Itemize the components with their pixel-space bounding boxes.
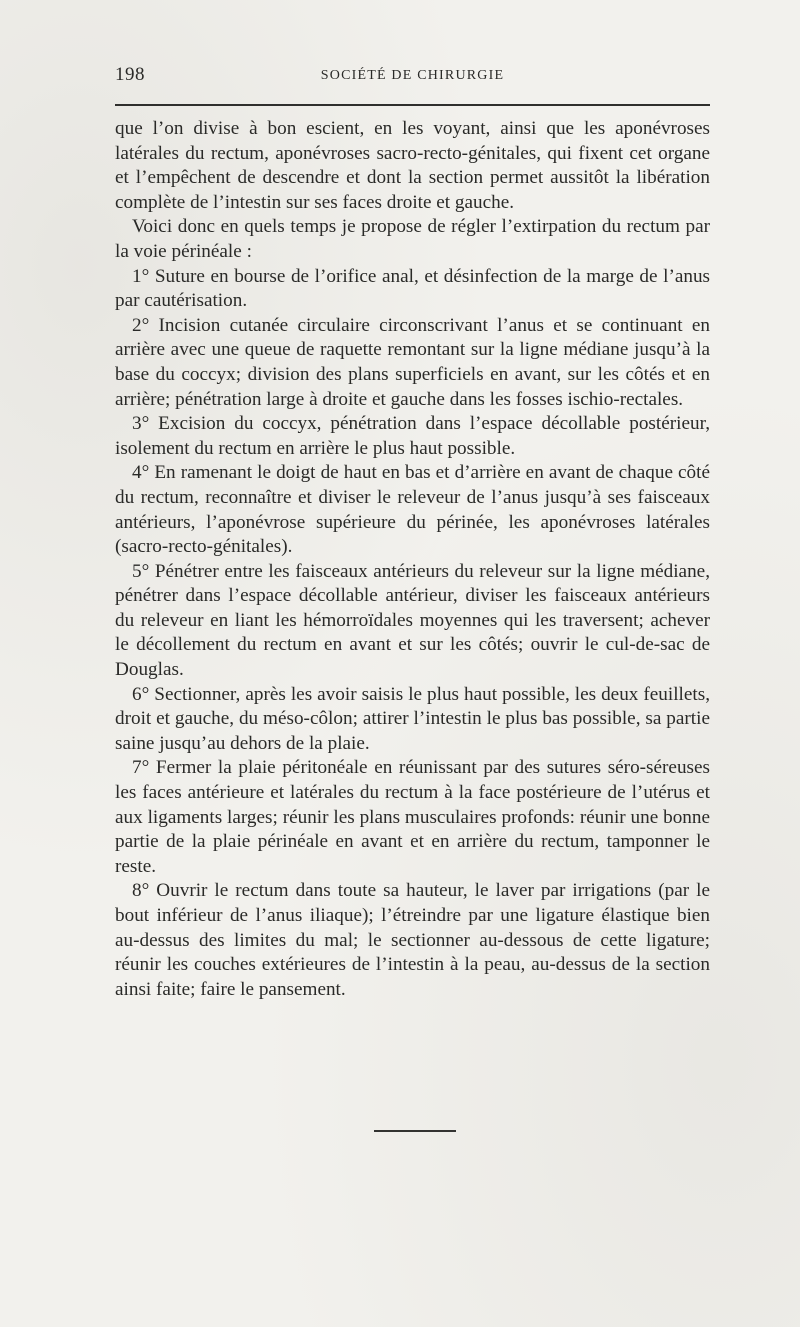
header-rule: [115, 104, 710, 106]
body-text: [115, 117, 710, 1002]
paragraph-intro: Voici donc en quels temps je propose de régler l’extirpation du rectum par la voie périnéale :: [115, 216, 710, 262]
paragraph-step-3: 3° Excision du coccyx, pénétration dans l’espace décollable postérieur, isolement du rectum en arrière le plus haut possible.: [115, 413, 710, 459]
paragraph-step-4: 4° En ramenant le doigt de haut en bas et d’arrière en avant de chaque côté du rectum, reconnaître et diviser le releveur de l’anus jusqu’à ses faisceaux antérieurs, l’aponévrose supérieure du périnée, les aponévroses latérales (sacro-recto-génitales).: [115, 462, 710, 558]
section-end-rule: [374, 1130, 456, 1132]
page-header: [115, 62, 710, 92]
running-title: SOCIÉTÉ DE CHIRURGIE: [320, 68, 505, 83]
page-number: 198: [115, 64, 145, 85]
paragraph-step-8: 8° Ouvrir le rectum dans toute sa hauteur, le laver par irrigations (par le bout inférieur de l’anus iliaque); l’étreindre par une ligature élastique bien au-dessus des limites du mal; le sectionner au-dessous de cette ligature; réunir les couches extérieures de l’intestin à la peau, au-dessus de la section ainsi faite; faire le pansement.: [115, 880, 710, 1000]
paragraph-step-2: 2° Incision cutanée circulaire circonscrivant l’anus et se continuant en arrière avec une queue de raquette remontant sur la ligne médiane jusqu’à la base du coccyx; division des plans superficiels en avant, sur les côtés et en arrière; pénétration large à droite et gauche dans les fosses ischio-rectales.: [115, 314, 710, 410]
paragraph-step-6: 6° Sectionner, après les avoir saisis le plus haut possible, les deux feuillets, droit et gauche, du méso-côlon; attirer l’intestin le plus bas possible, sa partie saine jusqu’au dehors de la plaie.: [115, 683, 710, 754]
paragraph-continuation: que l’on divise à bon escient, en les voyant, ainsi que les aponévroses latérales du rectum, aponévroses sacro-recto-génitales, qui fixent cet organe et l’empêchent de descendre et dont la section permet aussitôt la libération complète de l’intestin sur ses faces droite et gauche.: [115, 118, 710, 213]
paragraph-step-5: 5° Pénétrer entre les faisceaux antérieurs du releveur sur la ligne médiane, pénétrer dans l’espace décollable antérieur, diviser les faisceaux antérieurs du releveur en liant les hémorroïdales moyennes qui les traversent; achever le décollement du rectum en avant et sur les côtés; ouvrir le cul-de-sac de Douglas.: [115, 560, 710, 681]
paragraph-step-7: 7° Fermer la plaie péritonéale en réunissant par des sutures séro-séreuses les faces antérieure et latérales du rectum à la face postérieure de l’utérus et aux ligaments larges; réunir les plans musculaires profonds: réunir une bonne partie de la plaie périnéale en avant et en arrière du rectum, tamponner le reste.: [115, 757, 710, 877]
paragraph-step-1: 1° Suture en bourse de l’orifice anal, et désinfection de la marge de l’anus par cautérisation.: [115, 265, 710, 312]
